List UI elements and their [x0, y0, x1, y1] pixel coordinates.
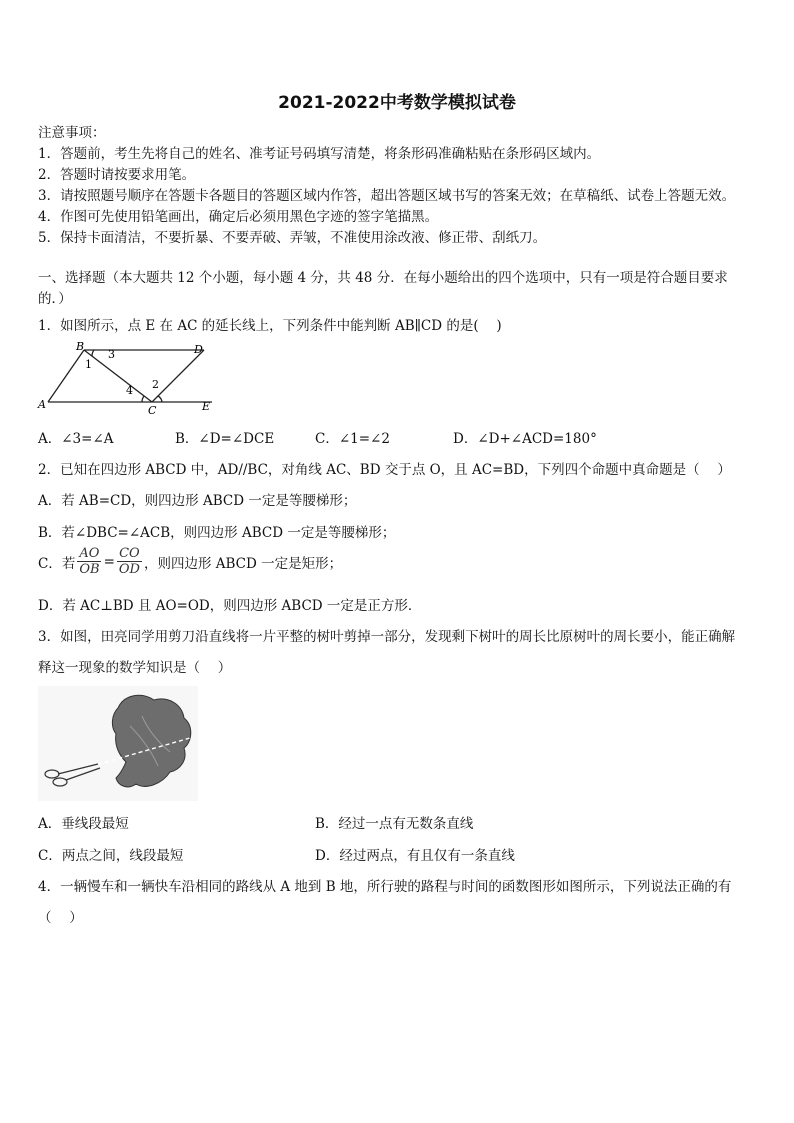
notice-item: 1．答题前，考生先将自己的姓名、准考证号码填写清楚，将条形码准确粘贴在条形码区域内。 — [38, 146, 601, 162]
q1-option-a: A．∠3=∠A — [38, 431, 114, 447]
fig-label-b: B — [76, 340, 85, 353]
question-3-stem-line2: 释这一现象的数学知识是（ ） — [38, 660, 232, 676]
fig-angle-2: 2 — [152, 378, 159, 391]
section-heading-line2: 的．） — [38, 291, 72, 307]
fraction-numerator: AO — [79, 546, 100, 561]
fraction-denominator: OB — [79, 562, 100, 577]
fig-label-d: D — [194, 343, 203, 356]
q2-option-c-prefix: C．若 — [38, 555, 76, 572]
equals-sign: = — [103, 553, 115, 570]
fraction-ao-ob — [77, 546, 101, 577]
fig-angle-1: 1 — [85, 358, 92, 371]
fig-angle-3: 3 — [108, 348, 115, 361]
notice-item: 4．作图可先使用铅笔画出，确定后必须用黑色字迹的签字笔描黑。 — [38, 209, 439, 225]
q3-option-d: D．经过两点，有且仅有一条直线 — [315, 848, 515, 864]
fig-label-a: A — [38, 398, 46, 411]
fig-angle-4: 4 — [126, 384, 133, 397]
question-3-stem-line1: 3．如图，田亮同学用剪刀沿直线将一片平整的树叶剪掉一部分，发现剩下树叶的周长比原树叶的周长要小，能正确解 — [38, 629, 736, 645]
q2-option-b: B．若∠DBC=∠ACB，则四边形 ABCD 一定是等腰梯形； — [38, 525, 396, 541]
q3-leaf-scissors-figure — [38, 686, 198, 801]
notice-item: 3．请按照题号顺序在答题卡各题目的答题区域内作答，超出答题区域书写的答案无效；在草稿纸、试卷上答题无效。 — [38, 188, 736, 204]
question-4-stem-line2: （ ） — [38, 910, 83, 926]
notice-item: 5．保持卡面清洁，不要折暴、不要弄破、弄皱，不准使用涂改液、修正带、刮纸刀。 — [38, 230, 547, 246]
q1-option-b: B．∠D=∠DCE — [175, 431, 275, 447]
question-1-stem: 1．如图所示，点 E 在 AC 的延长线上，下列条件中能判断 AB∥CD 的是( ) — [38, 318, 502, 334]
question-4-stem-line1: 4．一辆慢车和一辆快车沿相同的路线从 A 地到 B 地，所行驶的路程与时间的函数图形如图所示，下列说法正确的有 — [38, 879, 732, 895]
q1-option-c: C．∠1=∠2 — [315, 431, 390, 447]
q1-parallelogram-figure — [36, 338, 216, 418]
page-title: 2021-2022中考数学模拟试卷 — [278, 93, 516, 113]
fraction-co-od — [117, 546, 142, 577]
q2-option-c — [38, 546, 342, 577]
section-heading-line1: 一、选择题（本大题共 12 个小题，每小题 4 分，共 48 分．在每小题给出的四个选项中，只有一项是符合题目要求 — [38, 270, 728, 286]
q3-option-b: B．经过一点有无数条直线 — [315, 816, 474, 832]
fig-label-c: C — [148, 404, 157, 417]
q2-option-c-suffix: ，则四边形 ABCD 一定是矩形； — [143, 555, 343, 572]
q3-option-a: A．垂线段最短 — [38, 816, 129, 832]
q2-option-a: A．若 AB=CD，则四边形 ABCD 一定是等腰梯形； — [38, 493, 357, 509]
fig-label-e: E — [202, 400, 211, 413]
question-2-stem: 2．已知在四边形 ABCD 中，AD//BC，对角线 AC、BD 交于点 O，且 AC=BD，下列四个命题中真命题是（ ） — [38, 462, 731, 478]
fraction-numerator: CO — [119, 546, 140, 561]
notice-item: 2．答题时请按要求用笔。 — [38, 167, 196, 183]
q1-option-d: D．∠D+∠ACD=180° — [453, 431, 597, 447]
q3-option-c: C．两点之间，线段最短 — [38, 848, 184, 864]
fraction-denominator: OD — [118, 562, 140, 577]
q2-option-d: D．若 AC⊥BD 且 AO=OD，则四边形 ABCD 一定是正方形． — [38, 598, 422, 614]
notice-heading: 注意事项： — [38, 125, 106, 141]
